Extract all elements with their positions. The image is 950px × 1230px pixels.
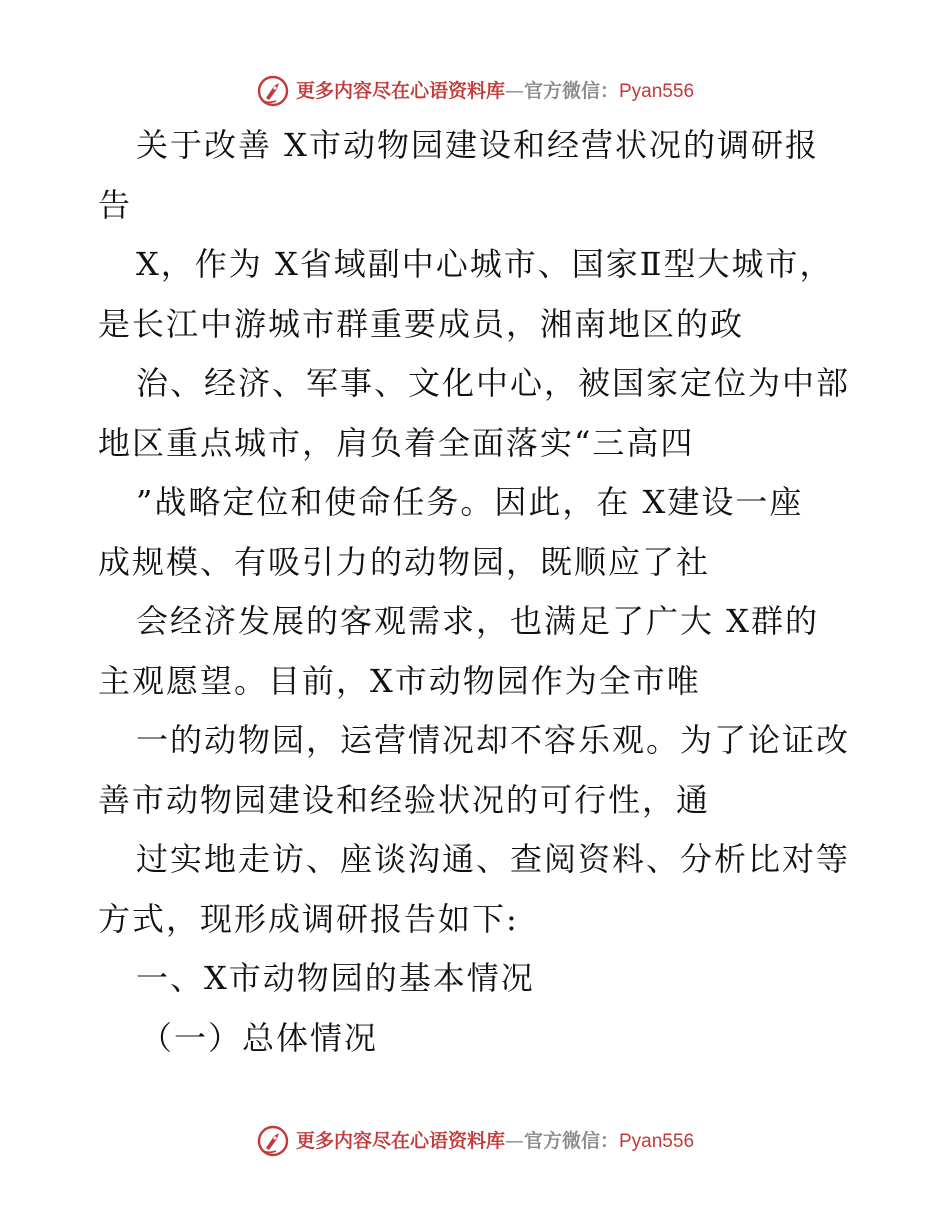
banner-wechat-id: Pyan556 xyxy=(619,80,695,102)
pen-nib-logo-icon xyxy=(256,74,290,108)
banner-dash: — xyxy=(504,1129,524,1152)
paragraph-line: 地区重点城市，肩负着全面落实“三高四 xyxy=(98,423,695,462)
banner-text xyxy=(295,1129,695,1152)
document-body xyxy=(98,116,858,1068)
footer-banner xyxy=(0,1121,950,1161)
paragraph-line: X，作为 X省域副中心城市、国家Ⅱ型大城市， xyxy=(136,245,834,283)
subsection-heading: （一）总体情况 xyxy=(140,1018,379,1057)
paragraph-line: 治、经济、军事、文化中心，被国家定位为中部 xyxy=(136,364,851,402)
pen-nib-logo-icon xyxy=(256,1124,290,1158)
banner-text xyxy=(295,79,695,102)
section-heading: 一、X市动物园的基本情况 xyxy=(136,959,535,997)
banner-wechat-label: 官方微信： xyxy=(523,79,619,102)
paragraph-line: 一的动物园，运营情况却不容乐观。为了论证改 xyxy=(136,721,851,759)
paragraph-line: 方式，现形成调研报告如下: xyxy=(98,899,519,938)
document-title-line-2: 告 xyxy=(98,185,133,224)
banner-slogan: 更多内容尽在心语资料库 xyxy=(295,1129,505,1152)
paragraph-line: 会经济发展的客观需求，也满足了广大 X群的 xyxy=(136,602,819,640)
document-title-line-1: 关于改善 X市动物园建设和经营状况的调研报 xyxy=(136,126,819,164)
banner-wechat-label: 官方微信： xyxy=(523,1129,619,1152)
paragraph-line: 成规模、有吸引力的动物园，既顺应了社 xyxy=(98,542,711,581)
paragraph-line: 善市动物园建设和经验状况的可行性，通 xyxy=(98,780,711,819)
paragraph-line: 过实地走访、座谈沟通、查阅资料、分析比对等 xyxy=(136,840,851,878)
header-banner xyxy=(0,71,950,111)
paragraph-line: 主观愿望。目前，X市动物园作为全市唯 xyxy=(98,661,701,700)
paragraph-line: ”战略定位和使命任务。因此，在 X建设一座 xyxy=(136,483,804,521)
paragraph-line: 是长江中游城市群重要成员，湘南地区的政 xyxy=(98,304,745,343)
banner-dash: — xyxy=(504,79,524,102)
banner-wechat-id: Pyan556 xyxy=(619,1130,695,1152)
banner-slogan: 更多内容尽在心语资料库 xyxy=(295,79,505,102)
